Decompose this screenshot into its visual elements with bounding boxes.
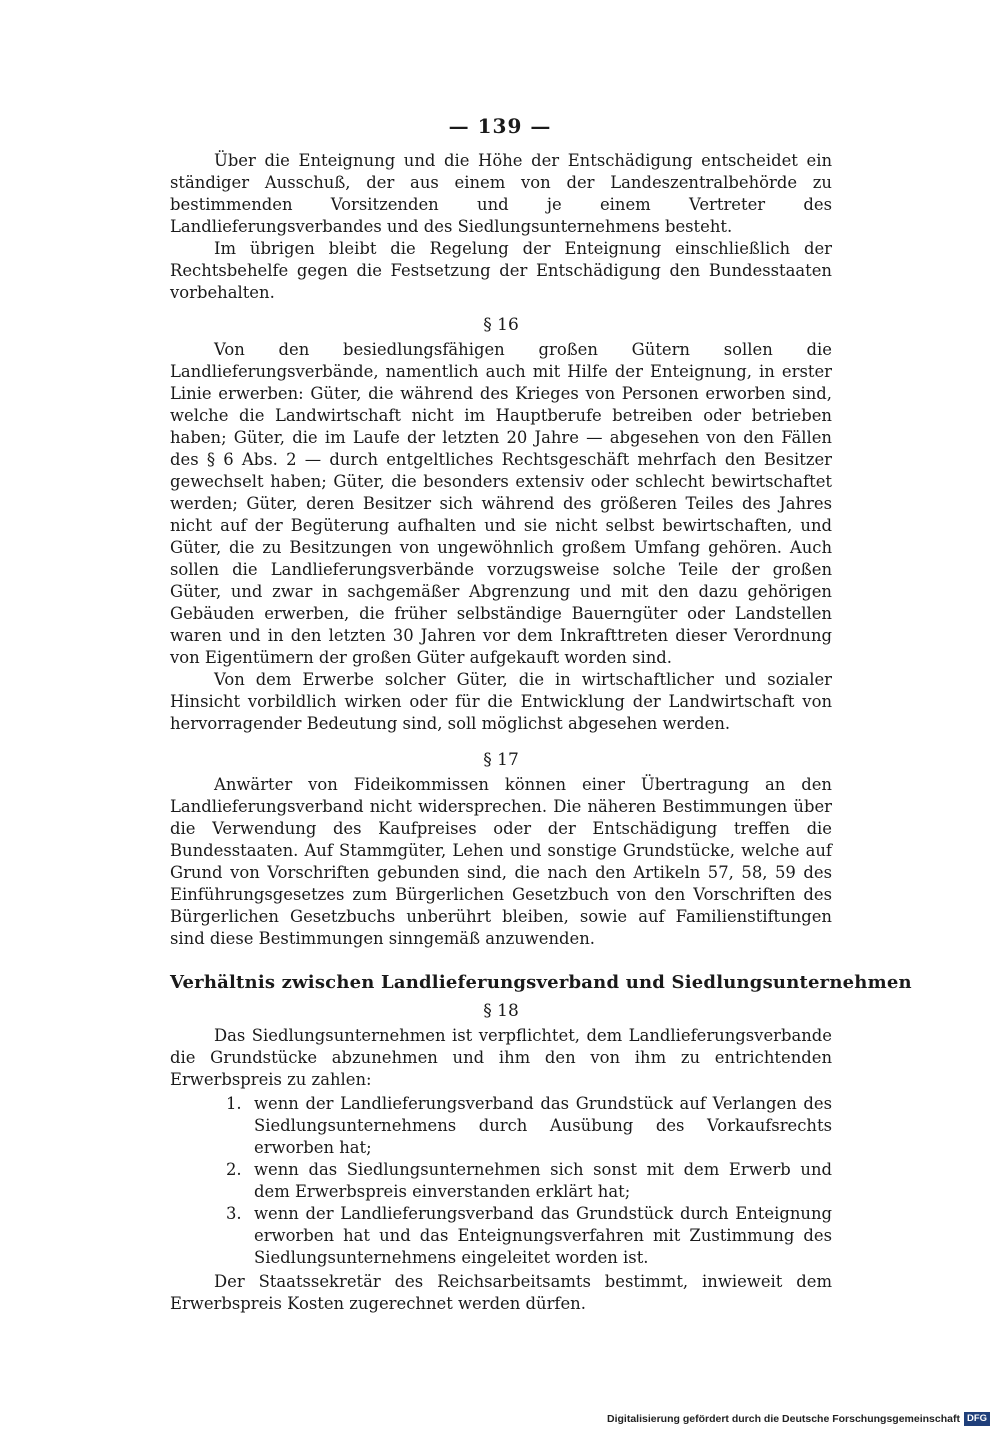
section-heading: Verhältnis zwischen Landlieferungsverband und Siedlungsunternehmen xyxy=(170,972,912,993)
list-item-number: 1. xyxy=(226,1094,242,1113)
list-item-text: wenn der Landlieferungsverband das Grundstück auf Verlangen des Siedlungsunternehmens durch Ausübung des Vorkaufsrechts erworben hat; xyxy=(254,1094,832,1157)
section-18-title: § 18 xyxy=(483,1001,519,1021)
page-number: — 139 — xyxy=(448,114,552,138)
paragraph: Von den besiedlungsfähigen großen Gütern sollen die Landlieferungsverbände, namentlich auch mit Hilfe der Enteignung, in erster Linie erwerben: Güter, die während des Krieges von Personen erworben sind, welche die Landwirtschaft nicht im Hauptberufe betreiben oder betrieben haben; Güter, die im Laufe der letzten 20 Jahre — abgesehen von den Fällen des § 6 Abs. 2 — durch entgeltliches Rechtsgeschäft mehrfach den Besitzer gewechselt haben; Güter, die besonders extensiv oder schlecht bewirtschaftet werden; Güter, deren Besitzer sich während des größeren Teiles des Jahres nicht auf der Begüterung aufhalten und sie nicht selbst bewirtschaften, und Güter, die zu Besitzungen von ungewöhnlich großem Umfang gehören. Auch sollen die Landlieferungsverbände vorzugsweise solche Teile der großen Güter, und zwar in sachgemäßer Abgrenzung und mit den dazu gehörigen Gebäuden erwerben, die früher selbständige Bauerngüter oder Landstellen waren und in den letzten 30 Jahren vor dem Inkrafttreten dieser Verordnung von Eigentümern der großen Güter aufgekauft worden sind. xyxy=(170,340,832,667)
paragraph: Anwärter von Fideikommissen können einer Übertragung an den Landlieferungsverband nicht widersprechen. Die näheren Bestimmungen über die Verwendung des Kaufpreises oder der Entschädigung treffen die Bundesstaaten. Auf Stammgüter, Lehen und sonstige Grundstücke, welche auf Grund von Vorschriften gebunden sind, die nach den Artikeln 57, 58, 59 des Einführungsgesetzes zum Bürgerlichen Gesetzbuch von den Vorschriften des Bürgerlichen Gesetzbuchs unberührt bleiben, sowie auf Familienstiftungen sind diese Bestimmungen sinngemäß anzuwenden. xyxy=(170,775,832,948)
section-16-title: § 16 xyxy=(483,315,519,335)
list-item-text: wenn das Siedlungsunternehmen sich sonst mit dem Erwerb und dem Erwerbspreis einverstanden erklärt hat; xyxy=(254,1160,832,1201)
list-item xyxy=(170,1203,832,1269)
list-item-text: wenn der Landlieferungsverband das Grundstück durch Enteignung erworben hat und das Enteignungsverfahren mit Zustimmung des Siedlungsunternehmens eingeleitet worden ist. xyxy=(254,1204,832,1267)
paragraph: Der Staatssekretär des Reichsarbeitsamts bestimmt, inwieweit dem Erwerbspreis Kosten zugerechnet werden dürfen. xyxy=(170,1272,832,1313)
list-item xyxy=(170,1093,832,1159)
footer-credit xyxy=(607,1411,997,1427)
document-body xyxy=(170,150,912,1315)
list-item-number: 3. xyxy=(226,1204,242,1223)
list-item xyxy=(170,1159,832,1203)
section-17-title: § 17 xyxy=(483,750,519,770)
dfg-logo: DFG xyxy=(964,1412,990,1426)
paragraph: Von dem Erwerbe solcher Güter, die in wirtschaftlicher und sozialer Hinsicht vorbildlich wirken oder für die Entwicklung der Landwirtschaft von hervorragender Bedeutung sind, soll möglichst abgesehen werden. xyxy=(170,670,832,733)
enumerated-list xyxy=(170,1093,832,1269)
paragraph: Im übrigen bleibt die Regelung der Enteignung einschließlich der Rechtsbehelfe gegen die Festsetzung der Entschädigung den Bundesstaaten vorbehalten. xyxy=(170,239,832,302)
footer-text: Digitalisierung gefördert durch die Deutsche Forschungsgemeinschaft xyxy=(607,1413,960,1425)
paragraph: Das Siedlungsunternehmen ist verpflichtet, dem Landlieferungsverbande die Grundstücke abzunehmen und ihm den von ihm zu entrichtenden Erwerbspreis zu zahlen: xyxy=(170,1026,832,1089)
list-item-number: 2. xyxy=(226,1160,242,1179)
paragraph: Über die Enteignung und die Höhe der Entschädigung entscheidet ein ständiger Ausschuß, der aus einem von der Landeszentralbehörde zu bestimmenden Vorsitzenden und je einem Vertreter des Landlieferungsverbandes und des Siedlungsunternehmens besteht. xyxy=(170,151,832,236)
